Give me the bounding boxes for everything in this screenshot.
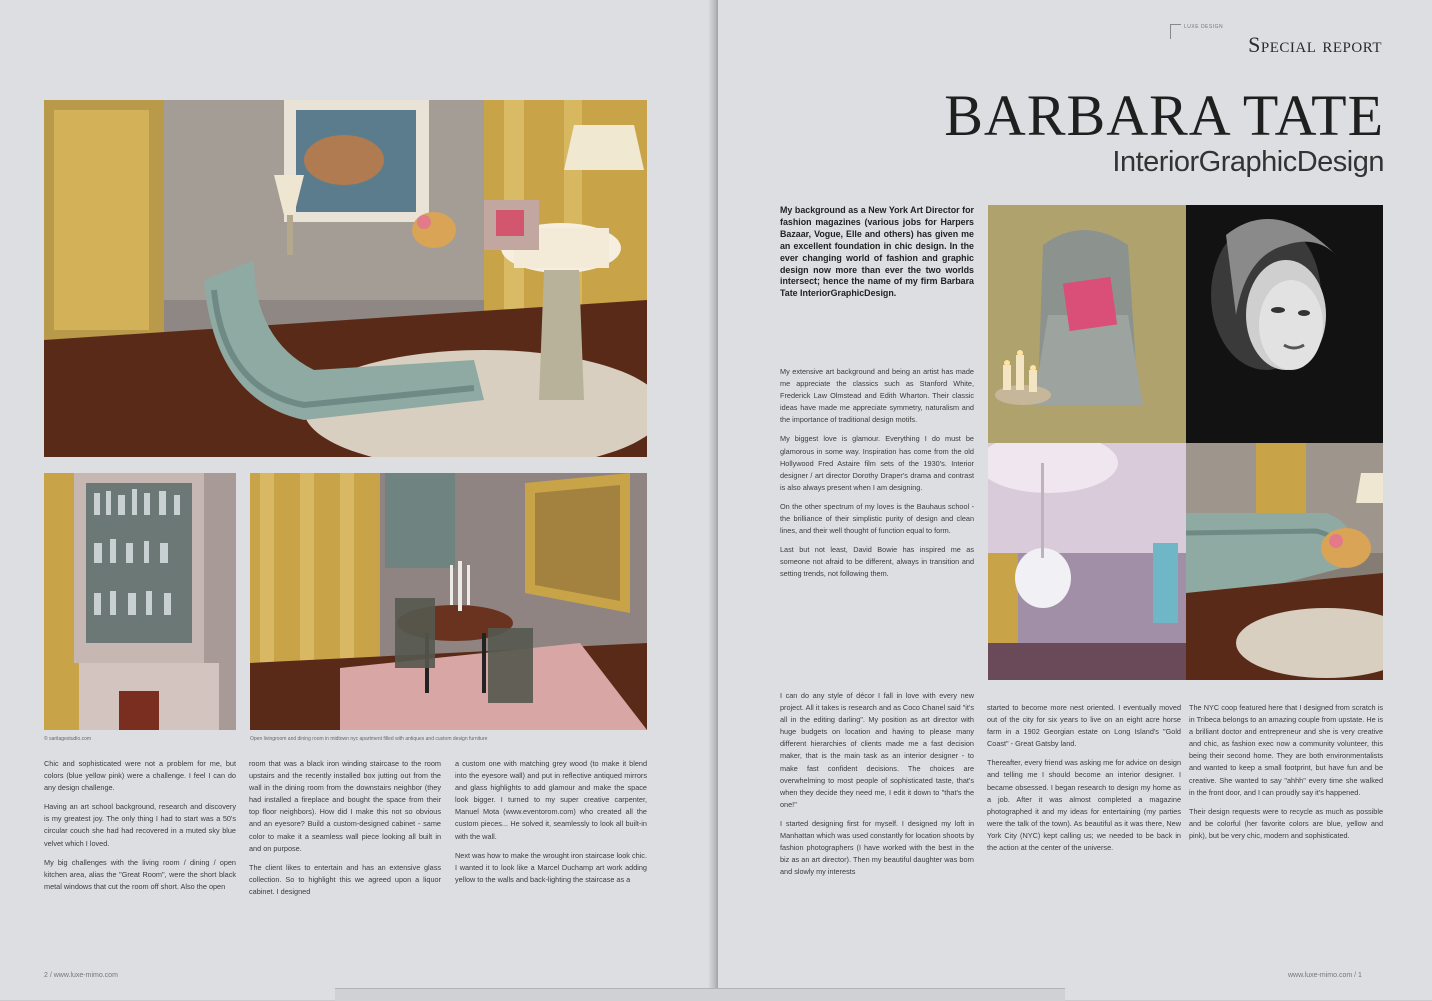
paragraph: Having an art school background, research and discovery is my greatest joy. The only thing I had to start was a 50's circular couch she had had recovered in a muted sky blue velvet which I loved. — [44, 802, 236, 848]
photo-credit-caption: © saritagestudio.com — [44, 736, 92, 742]
viewer-toolbar[interactable] — [335, 988, 1065, 1001]
paragraph: On the other spectrum of my loves is the Bauhaus school - the brilliance of their simplistic purity of design and clean lines, and their well thought of function equal to form. — [780, 501, 974, 536]
dining-room-photo — [250, 473, 647, 730]
paragraph: The client likes to entertain and has an extensive glass collection. So to highlight this we agreed upon a liquor cabinet. I designed — [249, 862, 441, 896]
right-page-footer: www.luxe-mimo.com / 1 — [1288, 972, 1362, 979]
paragraph: Chic and sophisticated were not a problem for me, but colors (blue yellow pink) were a challenge. I feel I can do any design challenge. — [44, 759, 236, 793]
paragraph: Last but not least, David Bowie has inspired me as someone not afraid to be different, always in transition and setting trends, not following them. — [780, 545, 974, 579]
dining-room-caption: Open livingroom and dining room in midtown nyc apartment filled with antiques and custom design furniture — [250, 736, 488, 742]
right-page — [718, 0, 1432, 1000]
article-title: BARBARA TATE — [944, 83, 1384, 148]
paragraph: started to become more nest oriented. I eventually moved out of the city for six years to live on an eight acre horse farm in a 1902 Georgian estate on Long Island's "Gold Coast" - Great Gatsby land. — [987, 703, 1181, 749]
right-column-3-bottom — [1189, 702, 1383, 849]
article-subtitle: InteriorGraphicDesign — [1112, 146, 1384, 178]
paragraph: Next was how to make the wrought iron staircase look chic. I wanted it to look like a Marcel Duchamp art work adding yellow to the walls and back-lighting the staircase as a — [455, 850, 647, 884]
paragraph: I started designing first for myself. I designed my loft in Manhattan which was used constantly for location shoots by fashion photographers (I have worked with the best in the biz as an art director). Then my beautiful daughter was born and slowly my interests — [780, 818, 974, 877]
left-column-2 — [249, 758, 441, 905]
sofa-detail-photo — [1186, 443, 1383, 680]
living-room-photo — [44, 100, 647, 457]
right-column-1 — [780, 366, 974, 588]
portrait-photo — [1186, 205, 1383, 443]
section-small-label: LUXE DESIGN — [1184, 24, 1224, 30]
chandelier-room-photo — [988, 443, 1186, 680]
right-column-2-bottom — [987, 702, 1181, 861]
bracket-decoration — [1170, 24, 1181, 39]
paragraph: The NYC coop featured here that I designed from scratch is in Tribeca belongs to an amazing couple from upstate. He is a brilliant doctor and entrepreneur and she is very creative and chic, as fashion exec now a community volunteer, this being their second home. They are both environmentalists and wanted to keep a small footprint, but have fun and be creative. She wanted to say "ahhh" every time she walked in the front door, and I can proudly say it's happened. — [1189, 703, 1383, 797]
paragraph: My extensive art background and being an artist has made me appreciate the classics such as Stanford White, Frederick Law Olmstead and Edith Wharton. Their classic ideas have made me appreciate symmetry, naturalism and the importance of traditional design motifs. — [780, 367, 974, 425]
paragraph: a custom one with matching grey wood (to make it blend into the eyesore wall) and put in reflective antiqued mirrors and glass highlights to add glamour and make the space look bigger. I turned to my super creative carpenter, Manuel Mota (www.eventorom.com) who created all the custom pieces... He solved it, seamlessly to look all built-in with the wall. — [455, 759, 647, 841]
paragraph: Their design requests were to recycle as much as possible and be colorful (her favorite colors are blue, yellow and pink), but be very chic, modern and sophisticated. — [1189, 806, 1383, 840]
intro-paragraph: My background as a New York Art Director for fashion magazines (various jobs for Harpers Bazaar, Vogue, Elle and others) has given me an excellent foundation in chic design. In the ever changing world of fashion and graphic design now more than ever the two worlds intersect; hence the name of my firm Barbara Tate InteriorGraphicDesign. — [780, 205, 974, 299]
paragraph: Thereafter, every friend was asking me for advice on design and telling me I should become an interior designer. I became obsessed. I began research to design my home as a job. After it was almost completed a magazine photographed it and my ideas for entertaining (my parties were the talk of the town). As beautiful as it was there, New York City (NYC) kept calling us; we needed to be back in the action at the center of the universe. — [987, 758, 1181, 853]
paragraph: My big challenges with the living room / dining / open kitchen area, alias the "Great Room", were the short black metal windows that cut the room off short. Also the open — [44, 857, 236, 891]
paragraph: I can do any style of décor I fall in love with every new project. All it takes is research and as Coco Chanel said "it's all in the editing darling". My position as art director with huge budgets on location and having to please many different hierarchies of clients made me a fast decision maker, that is the main task as an interior designer - to make fast confident decisions. The choices are overwhelming to most people of sophisticated taste, that's when they decide they need me, I edit it down to "that's the one!" — [780, 691, 974, 809]
section-label: Special report — [1248, 32, 1382, 57]
left-column-3 — [455, 758, 647, 893]
paragraph: My biggest love is glamour. Everything I do must be glamorous in some way. Inspiration has come from the old Hollywood Fred Astaire film sets of the 1930's. Interior designer / art director Dorothy Draper's drama and contrast is also always present when I am designing. — [780, 434, 974, 492]
left-page — [0, 0, 714, 1000]
paragraph: room that was a black iron winding staircase to the room upstairs and the recently installed box jutting out from the wall in the dining room from the downstairs neighbor (they had installed a fireplace and bought the space from their top floor neighbors). How did I make this not so obvious and an eyesore? Build a custom-designed cabinet - same color to make it a seamless wall piece looking all built in and on purpose. — [249, 759, 441, 853]
left-page-footer: 2 / www.luxe-mimo.com — [44, 972, 118, 979]
armchair-photo — [988, 205, 1186, 443]
left-column-1 — [44, 758, 236, 900]
section-tag — [1170, 22, 1388, 58]
liquor-cabinet-photo — [44, 473, 236, 730]
right-column-1-bottom — [780, 690, 974, 885]
